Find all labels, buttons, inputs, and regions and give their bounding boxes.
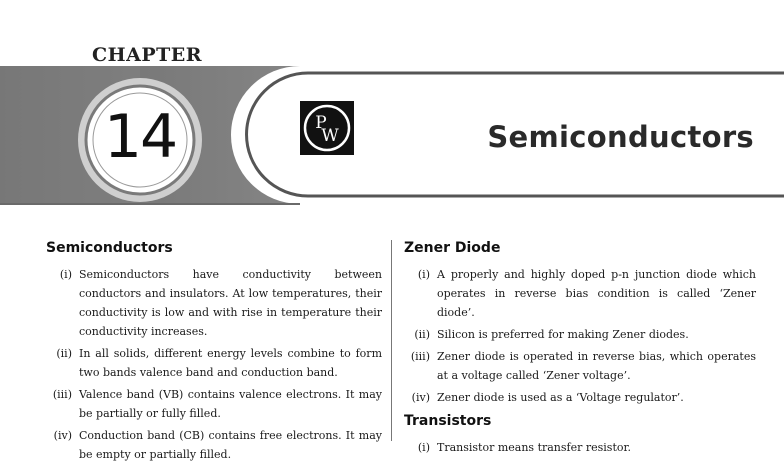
chapter-label: CHAPTER (92, 44, 203, 66)
section-heading-transistors: Transistors (404, 413, 492, 429)
item-text: Transistor means transfer resistor. (437, 441, 632, 454)
list-item (46, 344, 382, 382)
list-item (404, 347, 756, 385)
item-number: (iii) (52, 388, 72, 401)
left-column (46, 240, 382, 467)
list-item (404, 265, 756, 322)
svg-text:P: P (315, 113, 327, 133)
column-divider (391, 240, 392, 441)
item-text: A properly and highly doped p-n junction diode which operates in reverse bias condition is called ‘Zener diode’. (437, 268, 756, 319)
pw-logo-icon (300, 101, 354, 155)
chapter-number: 14 (103, 102, 177, 172)
item-text: Silicon is preferred for making Zener diodes. (437, 328, 689, 341)
item-text: Zener diode is used as a ‘Voltage regulator’. (437, 391, 684, 404)
svg-text:W: W (321, 126, 339, 146)
item-number: (iv) (53, 429, 72, 442)
item-number: (i) (417, 268, 430, 281)
item-text: Zener diode is operated in reverse bias, which operates at a voltage called ‘Zener voltage’. (437, 350, 756, 382)
item-text: Conduction band (CB) contains free electrons. It may be empty or partially filled. (79, 429, 382, 461)
item-number: (i) (417, 441, 430, 454)
right-column (404, 240, 756, 460)
item-number: (ii) (414, 328, 430, 341)
item-number: (iii) (410, 350, 430, 363)
item-text: Valence band (VB) contains valence electrons. It may be partially or fully filled. (79, 388, 382, 420)
section-heading-zener-diode: Zener Diode (404, 240, 501, 256)
item-text: Semiconductors have conductivity between conductors and insulators. At low temperatures, their conductivity is low and with rise in temperature their conductivity increases. (79, 268, 382, 338)
list-item (404, 388, 756, 407)
item-number: (iv) (411, 391, 430, 404)
item-number: (ii) (56, 347, 72, 360)
chapter-title: Semiconductors (487, 120, 754, 154)
list-item (46, 426, 382, 464)
semiconductors-list (46, 265, 382, 464)
list-item (46, 265, 382, 341)
list-item (404, 325, 756, 344)
section-heading-semiconductors: Semiconductors (46, 240, 173, 256)
item-number: (i) (59, 268, 72, 281)
item-text: In all solids, different energy levels combine to form two bands valence band and conduction band. (79, 347, 382, 379)
list-item (46, 385, 382, 423)
zener-list (404, 265, 756, 407)
